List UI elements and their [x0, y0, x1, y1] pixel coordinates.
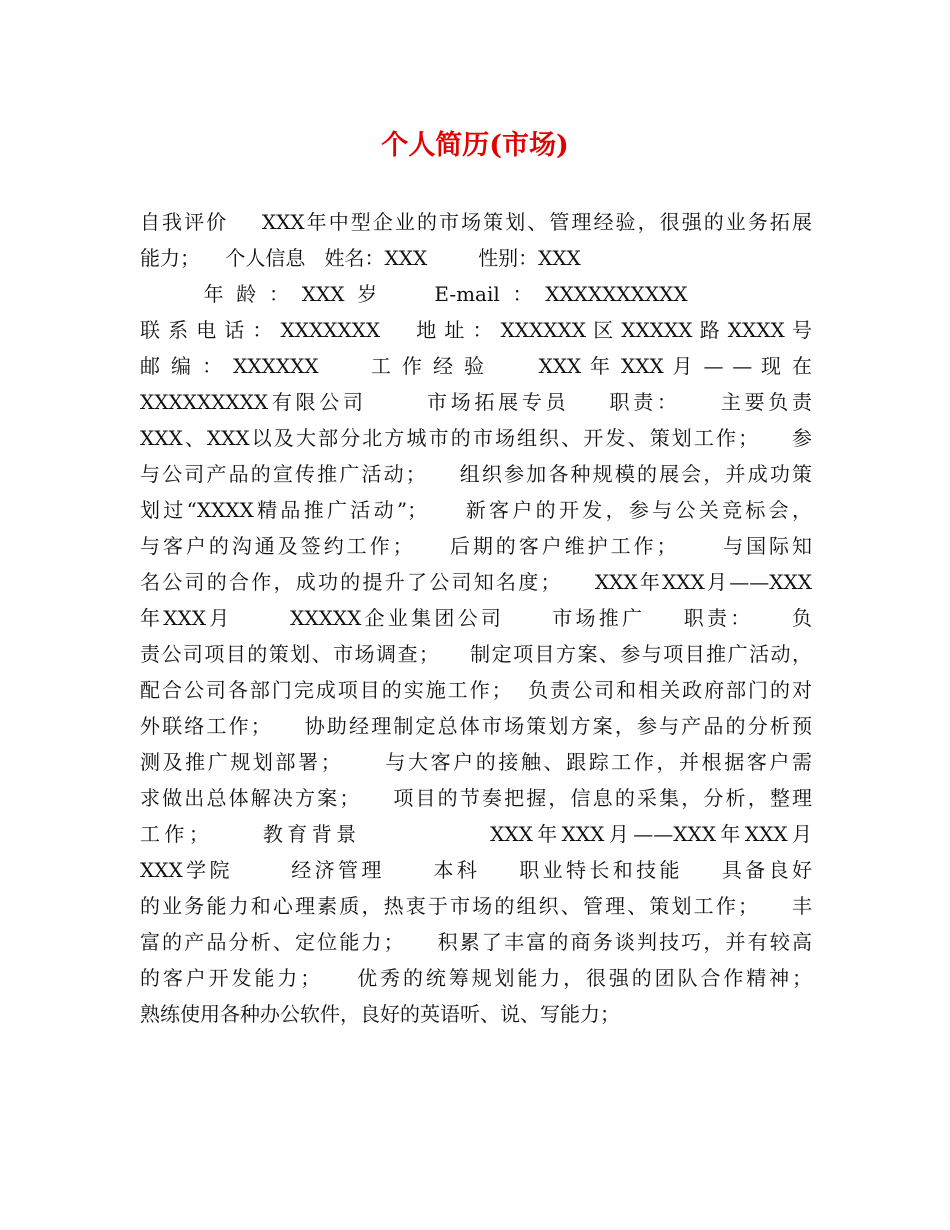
body-line-12: 年XXX月 XXXXX企业集团公司 市场推广 职责： 负	[140, 606, 812, 630]
body-line-9: 划过“XXXX精品推广活动”； 新客户的开发，参与公关竞标会，	[140, 498, 812, 522]
body-line-15: 外联络工作； 协助经理制定总体市场策划方案，参与产品的分析预	[140, 714, 812, 738]
document-title: 个人简历(市场)	[381, 130, 569, 161]
body-line-5: 邮 编 ： XXXXXX 工 作 经 验 XXX 年 XXX 月 — — 现 在	[140, 354, 812, 378]
body-line-13: 责公司项目的策划、市场调查； 制定项目方案、参与项目推广活动，	[140, 642, 812, 666]
body-line-21: 富的产品分析、定位能力； 积累了丰富的商务谈判技巧，并有较高	[140, 930, 812, 954]
body-line-16: 测及推广规划部署； 与大客户的接触、跟踪工作，并根据客户需	[140, 750, 812, 774]
body-line-11: 名公司的合作，成功的提升了公司知名度； XXX年XXX月——XXX	[140, 570, 812, 594]
body-line-10: 与客户的沟通及签约工作； 后期的客户维护工作； 与国际知	[140, 534, 812, 558]
body-line-3: 年 龄 ： XXX 岁 E-mail ： XXXXXXXXXX	[140, 282, 688, 306]
body-line-23: 熟练使用各种办公软件，良好的英语听、说、写能力；	[140, 1002, 620, 1026]
body-line-6: XXXXXXXXX有限公司 市场拓展专员 职责： 主要负责	[140, 390, 812, 414]
body-line-2: 能力； 个人信息 姓名：XXX 性别：XXX	[140, 246, 581, 270]
body-line-20: 的业务能力和心理素质，热衷于市场的组织、管理、策划工作； 丰	[140, 894, 812, 918]
body-line-22: 的客户开发能力； 优秀的统筹规划能力，很强的团队合作精神；	[140, 966, 812, 990]
body-line-8: 与公司产品的宣传推广活动； 组织参加各种规模的展会，并成功策	[140, 462, 812, 486]
body-line-18: 工作； 教育背景 XXX年XXX月——XXX年XXX月	[140, 822, 812, 846]
body-line-17: 求做出总体解决方案； 项目的节奏把握，信息的采集，分析，整理	[140, 786, 812, 810]
body-line-19: XXX学院 经济管理 本科 职业特长和技能 具备良好	[140, 858, 812, 882]
body-line-14: 配合公司各部门完成项目的实施工作； 负责公司和相关政府部门的对	[140, 678, 812, 702]
body-line-4: 联 系 电 话 ： XXXXXXX 地 址 ： XXXXXX 区 XXXXX 路 XXXX 号	[140, 318, 812, 342]
body-line-7: XXX、XXX以及大部分北方城市的市场组织、开发、策划工作； 参	[140, 426, 812, 450]
body-line-1: 自我评价 XXX年中型企业的市场策划、管理经验，很强的业务拓展	[140, 210, 812, 234]
